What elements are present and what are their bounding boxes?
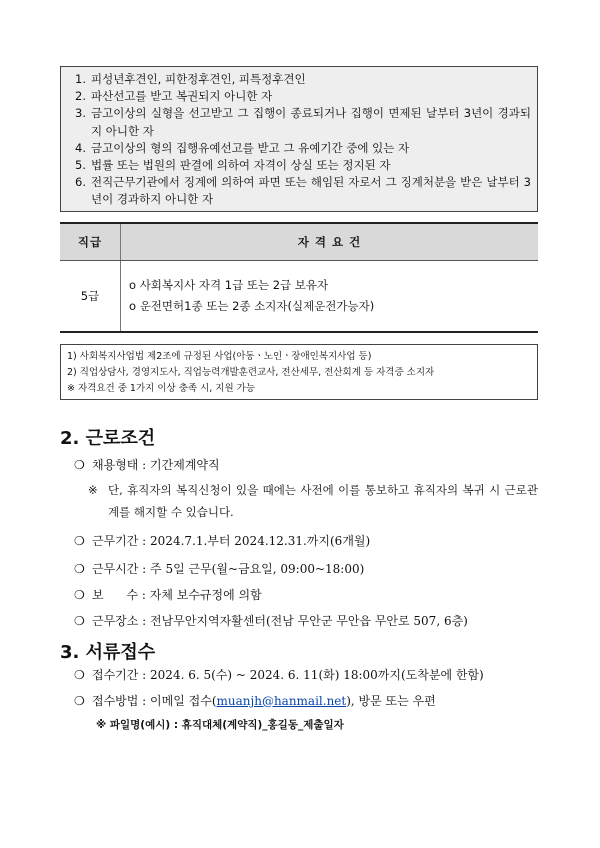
circle-bullet-icon: ❍ bbox=[74, 587, 85, 602]
work-period-row: ❍ 근무기간 : 2024.7.1.부터 2024.12.31.까지(6개월) bbox=[74, 533, 371, 548]
email-link[interactable]: muanjh@hanmail.net bbox=[216, 693, 347, 708]
section-title-application: 3. 서류접수 bbox=[60, 642, 156, 663]
requirement-item: o 운전면허1종 또는 2종 소지자(실제운전가능자) bbox=[129, 299, 375, 313]
circle-bullet-icon: ❍ bbox=[74, 561, 85, 576]
footnote-box bbox=[60, 344, 538, 400]
list-item: 4. 금고이상의 형의 집행유예선고를 받고 그 유예기간 중에 있는 자 bbox=[75, 140, 410, 155]
list-item: 1. 피성년후견인, 피한정후견인, 피특정후견인 bbox=[75, 72, 306, 86]
requirements-cell bbox=[121, 261, 539, 333]
requirements-table bbox=[60, 222, 538, 333]
footnote: 2) 직업상담사, 경영지도사, 직업능력개발훈련교사, 전산세무, 전산회계 등 자격증 소지자 bbox=[67, 367, 435, 378]
grade-cell: 5급 bbox=[60, 261, 121, 333]
table-header-row bbox=[60, 223, 538, 261]
reference-mark-icon: ※ bbox=[88, 483, 98, 497]
disqualification-box bbox=[60, 66, 538, 212]
header-requirements: 자 격 요 건 bbox=[121, 223, 539, 261]
circle-bullet-icon: ❍ bbox=[74, 613, 85, 628]
list-item: 5. 법률 또는 법원의 판결에 의하여 자격이 상실 또는 정지된 자 bbox=[75, 158, 391, 173]
application-method-row: ❍ 접수방법 : 이메일 접수( muanjh@hanmail.net ), 방문 또는 우편 bbox=[74, 693, 436, 708]
header-grade: 직급 bbox=[60, 223, 121, 261]
requirement-item: o 사회복지사 자격 1급 또는 2급 보유자 bbox=[129, 278, 329, 292]
circle-bullet-icon: ❍ bbox=[74, 457, 85, 472]
list-item: 3. 금고이상의 실형을 선고받고 그 집행이 종료되거나 집행이 면제된 날부터 3년이 경과되지 아니한 자 bbox=[75, 106, 531, 138]
filename-example-note: ※ 파일명(예시) : 휴직대체(계약직)_홍길동_제출일자 bbox=[96, 719, 344, 731]
list-item: 6. 전직근무기관에서 징계에 의하여 파면 또는 해임된 자로서 그 징계처분을 받은 날부터 3년이 경과하지 아니한 자 bbox=[75, 175, 531, 207]
footnote: 1) 사회복지사업법 제2조에 규정된 사업(아동ㆍ노인ㆍ장애인복지사업 등) bbox=[67, 351, 372, 362]
circle-bullet-icon: ❍ bbox=[74, 693, 85, 708]
work-location-row: ❍ 근무장소 : 전남무안지역자활센터(전남 무안군 무안읍 무안로 507, 6층) bbox=[74, 613, 468, 628]
reinstatement-note: ※ 단, 휴직자의 복직신청이 있을 때에는 사전에 이를 통보하고 휴직자의 복귀 시 근로관계를 해지할 수 있습니다. bbox=[88, 479, 538, 523]
circle-bullet-icon: ❍ bbox=[74, 533, 85, 548]
list-item: 2. 파산선고를 받고 복권되지 아니한 자 bbox=[75, 89, 273, 104]
employment-type-row: ❍ 채용형태 : 기간제계약직 bbox=[74, 457, 220, 472]
work-hours-row: ❍ 근무시간 : 주 5일 근무(월~금요일, 09:00~18:00) bbox=[74, 561, 365, 576]
application-period-row: ❍ 접수기간 : 2024. 6. 5(수) ~ 2024. 6. 11(화) 18:00까지(도착분에 한함) bbox=[74, 667, 484, 682]
circle-bullet-icon: ❍ bbox=[74, 667, 85, 682]
footnote: ※ 자격요건 중 1가지 이상 충족 시, 지원 가능 bbox=[67, 383, 256, 394]
pay-row: ❍ 보 수 : 자체 보수규정에 의함 bbox=[74, 587, 262, 602]
section-title-working-conditions: 2. 근로조건 bbox=[60, 428, 156, 449]
table-row bbox=[60, 261, 538, 333]
